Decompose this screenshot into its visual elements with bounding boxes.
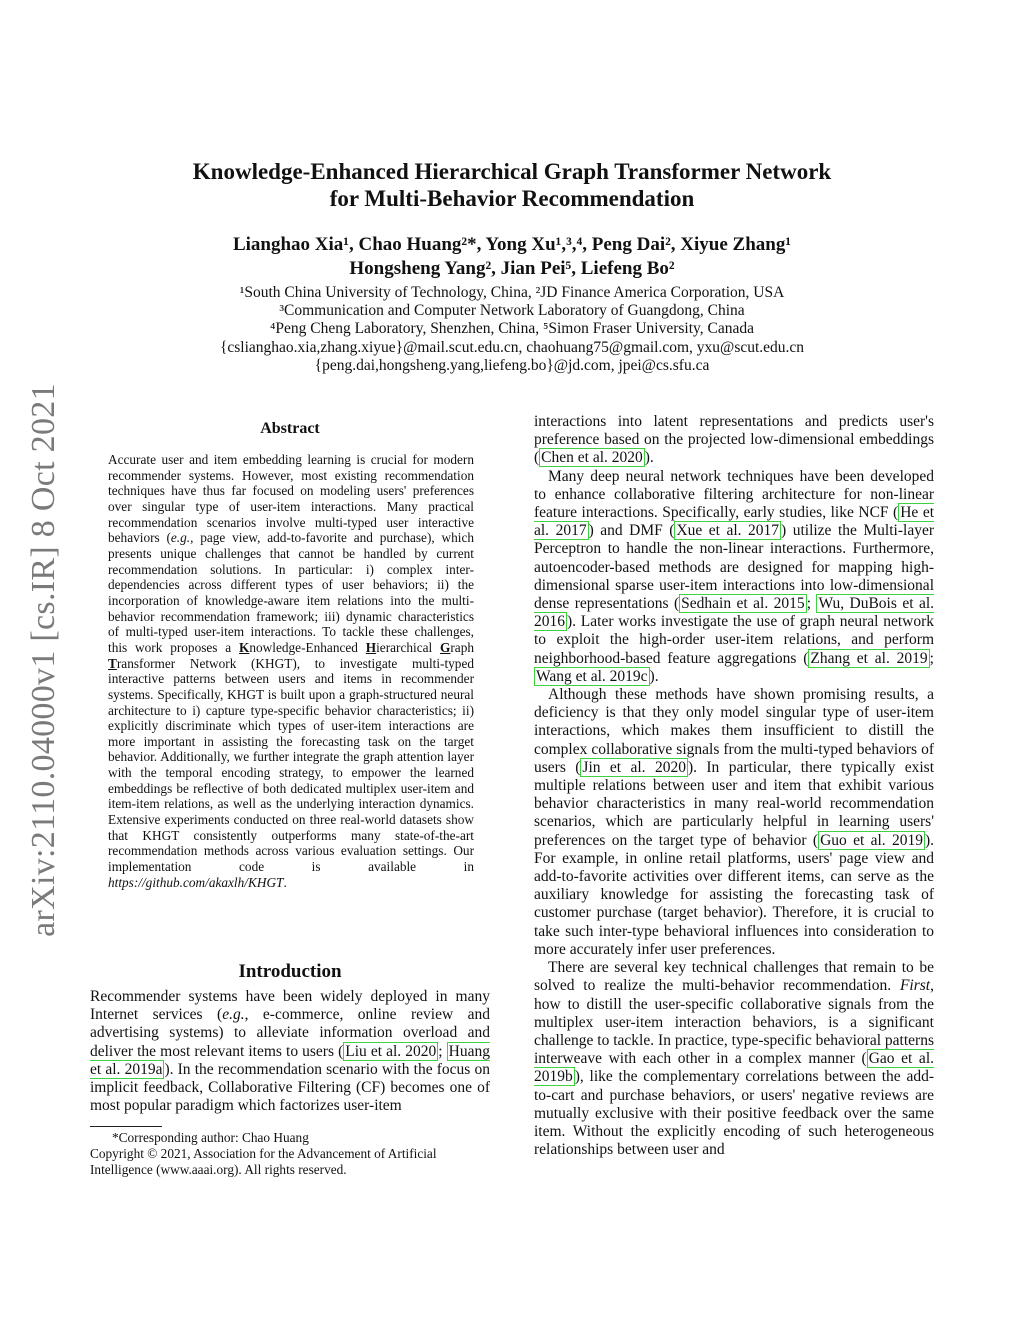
affiliation-line: ¹South China University of Technology, China, ²JD Finance America Corporation, USA (239, 284, 785, 301)
citation-link[interactable]: Zhang et al. 2019 (810, 649, 928, 667)
citation-link[interactable]: Gao et al. 2019b (534, 1050, 934, 1086)
body-text: Although these methods have shown promising results, a deficiency is that they only model singular type of user-item interactions, which makes them insufficient to distill the complex collaborative signals from the multi-typed behaviors of users ( (534, 686, 934, 776)
corresponding-author-note: *Corresponding author: Chao Huang (112, 1130, 309, 1145)
code-url-link[interactable]: https://github.com/akaxlh/KHGT (108, 874, 284, 890)
body-text: ). For example, in online retail platforms, users' page view and add-to-favorite activities over different items, can serve as the auxiliary knowledge for assisting the forecasting task of customer purchase (target behavior). Therefore, it is crucial to take such inter-type behavioral influences into consideration to more accurately infer user preferences. (534, 831, 934, 958)
abstract-text: nowledge-Enhanced (249, 639, 366, 655)
paragraph (534, 413, 934, 468)
introduction-heading: Introduction (238, 961, 342, 982)
right-column (534, 413, 934, 1159)
introduction-body (90, 988, 490, 1115)
body-text: interactions into latent representations and predicts user's preference based on the projected low-dimensional embeddings ( (534, 413, 934, 467)
body-text: ) and DMF ( (588, 522, 675, 540)
authors-line-1: Lianghao Xia¹, Chao Huang²*, Yong Xu¹,³,⁴, Peng Dai², Xiyue Zhang¹ (232, 234, 792, 255)
body-text: ; (806, 595, 817, 613)
abstract-text: raph (450, 639, 475, 655)
abstract-text: , page view, add-to-favorite and purchase), which presents unique challenges that cannot be handled by current recommendation solutions. In particular: i) complex inter-dependencies across different types of user behaviors; ii) the incorporation of knowledge-aware item relations into the multi-behavior recommendation framework; iii) dynamic characteristics of multi-typed user-item interactions. To tackle these challenges, this work proposes a (108, 530, 474, 655)
body-text: There are several key technical challenges that remain to be solved to realize the multi-behavior recommendation. (534, 959, 934, 995)
citation-link[interactable]: Jin et al. 2020 (582, 758, 686, 776)
body-text: ; (929, 649, 934, 667)
acronym-letter: H (365, 639, 377, 655)
emphasis-first: First (899, 977, 931, 995)
citation-link[interactable]: Chen et al. 2020 (541, 449, 643, 467)
intro-text: ). In the recommendation scenario with the focus on implicit feedback, Collaborative Filtering (CF) becomes one of most popular paradigm which factorizes user-item (90, 1060, 490, 1115)
citation-link[interactable]: Huang et al. 2019a (90, 1042, 490, 1078)
paragraph (534, 468, 934, 686)
footnote-rule (90, 1126, 162, 1127)
body-text: ). In particular, there typically exist multiple relations between user and item that exhibit various behavior characteristics in many real-world recommendation scenarios, which are particularly helpful in learning users' preferences on the target type of behavior ( (534, 758, 934, 849)
affiliations (120, 284, 904, 375)
footnotes (90, 1130, 490, 1178)
citation-link[interactable]: Guo et al. 2019 (820, 831, 923, 849)
email-line: {cslianghao.xia,zhang.xiyue}@mail.scut.edu.cn, chaohuang75@gmail.com, yxu@scut.edu.cn (219, 338, 805, 356)
title-line-1: Knowledge-Enhanced Hierarchical Graph Transformer Network (192, 159, 832, 184)
affiliation-line: ³Communication and Computer Network Laboratory of Guangdong, China (279, 302, 745, 320)
citation-link[interactable]: Xue et al. 2017 (676, 522, 780, 540)
body-text: ) utilize the Multi-layer Perceptron to handle the non-linear interactions. Furthermore, autoencoder-based methods are designed for mapping high-dimensional sparse user-item interactions into low-dimensional dense representations ( (534, 522, 934, 613)
arxiv-stamp: arXiv:2110.04000v1 [cs.IR] 8 Oct 2021 (25, 383, 62, 937)
abstract-text: Accurate user and item embedding learning is crucial for modern recommender systems. However, most existing recommendation techniques have thus far focused on modeling users' preferences over singular type of user-item interactions. Many practical recommendation scenarios involve multi-typed user interactive behaviors ( (108, 452, 474, 546)
author-list (120, 233, 904, 281)
citation-link[interactable]: Wang et al. 2019c (536, 667, 648, 685)
acronym-letter: T (108, 655, 117, 671)
abstract-text: ransformer Network (KHGT), to investigate multi-typed interactive patterns between users and items in recommender systems. Specifically, KHGT is built upon a graph-structured neural architecture to i) capture type-specific behavior characteristics; ii) explicitly discriminate which types of user-item interactions are more important in assisting the forecasting task on the target behavior. Additionally, we further integrate the graph attention layer with the temporal encoding strategy, to empower the learned embeddings be reflective of both dedicated multiplex user-item and item-item relations, as well as the underlying interaction dynamics. Extensive experiments conducted on three real-world datasets show that KHGT consistently outperforms many state-of-the-art recommendation methods across various evaluation settings. Our implementation code is available in (108, 655, 474, 875)
authors-line-2: Hongsheng Yang², Jian Pei⁵, Liefeng Bo² (349, 258, 675, 279)
body-text: Many deep neural network techniques have been developed to enhance collaborative filtering architecture for non-linear feature interactions. Specifically, early studies, like NCF ( (534, 467, 934, 522)
body-text: ). (644, 449, 654, 467)
paragraph (534, 959, 934, 1159)
intro-text: , e-commerce, online review and advertising systems) to alleviate information overload and deliver the most relevant items to users ( (90, 1006, 490, 1060)
intro-text: Recommender systems have been widely deployed in many Internet services ( (90, 988, 490, 1024)
abstract-heading: Abstract (260, 420, 320, 437)
copyright-note: Copyright © 2021, Association for the Advancement of Artificial Intelligence (www.aaai.org). All rights reserved. (90, 1146, 437, 1177)
affiliation-line: ⁴Peng Cheng Laboratory, Shenzhen, China, ⁵Simon Fraser University, Canada (269, 320, 755, 338)
body-text: ), like the complementary correlations between the add-to-cart and purchase behaviors, or users' negative reviews are mutually exclusive with their positive feedback over the same item. Without the explicitly encoding of such heterogeneous relationships between user and (534, 1068, 934, 1159)
acronym-letter: K (239, 639, 250, 655)
citation-link[interactable]: Liu et al. 2020 (345, 1042, 437, 1060)
title-line-2: for Multi-Behavior Recommendation (329, 186, 695, 211)
acronym-letter: G (440, 639, 451, 655)
abstract-text: ierarchical (376, 639, 441, 655)
intro-text: ; (438, 1042, 447, 1060)
body-text: , how to distill the user-specific collaborative signals from the multiplex user-item interaction behaviors, is a significant challenge to tackle. In practice, type-specific behavioral patterns interweave with each other in a complex manner ( (534, 977, 934, 1068)
body-text: ). Later works investigate the use of graph neural network to exploit the high-order user-item relations, and perform neighborhood-based feature aggregations ( (534, 613, 934, 667)
citation-link[interactable]: Wu, DuBois et al. 2016 (534, 595, 935, 631)
abstract-body (108, 452, 474, 890)
abstract-text: . (283, 874, 287, 890)
email-line: {peng.dai,hongsheng.yang,liefeng.bo}@jd.com, jpei@cs.sfu.ca (314, 356, 710, 374)
body-text: ). (649, 667, 659, 685)
paper-title (120, 158, 904, 212)
intro-eg: e.g. (222, 1006, 245, 1024)
abstract-eg: e.g. (170, 530, 191, 546)
citation-link[interactable]: He et al. 2017 (534, 504, 934, 540)
paragraph (534, 686, 934, 959)
citation-link[interactable]: Sedhain et al. 2015 (681, 595, 805, 613)
